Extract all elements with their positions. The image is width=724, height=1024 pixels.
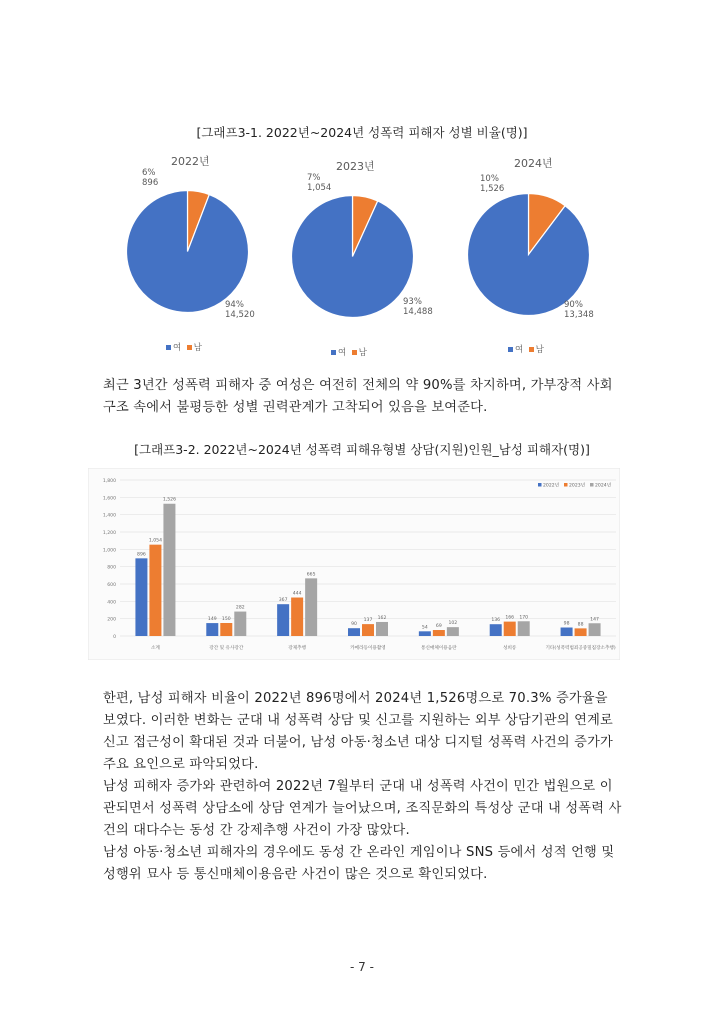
bar — [419, 631, 431, 636]
male-value: 896 — [142, 178, 159, 188]
female-percent: 90% — [564, 300, 583, 310]
pie-female-label — [225, 300, 255, 320]
bar — [518, 621, 530, 636]
male-value: 1,526 — [480, 184, 505, 194]
bar — [305, 578, 317, 636]
bar — [362, 624, 374, 636]
pie-female-label — [403, 297, 433, 317]
legend-male-swatch — [352, 350, 357, 355]
legend-male: 남 — [358, 348, 367, 358]
pie-slice-female — [292, 196, 414, 318]
x-category-label: 카메라등이용촬영 — [350, 646, 386, 651]
x-category-label: 성희롱 — [503, 646, 517, 651]
y-tick-label: 600 — [107, 583, 116, 588]
bar-data-label: 1,526 — [162, 497, 177, 503]
bar-data-label: 98 — [563, 621, 570, 627]
x-category-label: 강간 및 유사강간 — [209, 646, 244, 651]
legend-swatch — [590, 483, 594, 487]
bar — [135, 558, 147, 636]
pie-chart-2023 — [273, 155, 438, 360]
bar — [291, 598, 303, 636]
legend-female: 여 — [173, 343, 182, 353]
y-tick-label: 1,000 — [102, 548, 116, 554]
bar-data-label: 896 — [137, 552, 146, 558]
female-value: 14,488 — [403, 307, 433, 317]
pie-chart-2024 — [458, 152, 623, 357]
bar — [490, 624, 502, 636]
bar-data-label: 170 — [519, 615, 529, 621]
figure2-caption: [그래프3-2. 2022년~2024년 성폭력 피해유형별 상담(지원)인원_남성 피해자(명)] — [134, 442, 590, 457]
pie-slice-female — [127, 191, 249, 313]
paragraph-1: 한편, 남성 피해자 비율이 2022년 896명에서 2024년 1,526명으로 70.3% 증가율을 보였다. 이러한 변화는 군대 내 성폭력 상담 및 신고를 지원하는 외부 상담기관의 연계로 신고 접근성이 확대된 것과 더불어, 남성 아동·청소년 대상 디지털 성폭력 사건의 증가가 주요 요인으로 파악되었다. — [103, 691, 613, 772]
pie-legend — [166, 341, 202, 353]
pie-slice-female — [468, 194, 590, 316]
bar-data-label: 444 — [292, 591, 302, 597]
bar — [561, 628, 573, 636]
bar — [163, 504, 175, 636]
female-value: 14,520 — [225, 310, 255, 320]
y-tick-label: 1,400 — [102, 513, 116, 519]
bar-data-label: 665 — [306, 572, 316, 578]
x-category-label: 강제추행 — [288, 646, 307, 651]
pie-title: 2024년 — [514, 157, 553, 170]
bar — [234, 612, 246, 636]
summary-paragraph — [103, 375, 623, 419]
bar — [348, 628, 360, 636]
y-tick-label: 1,600 — [102, 496, 116, 502]
pie-svg — [125, 189, 250, 314]
bar-data-label: 102 — [448, 621, 458, 627]
female-percent: 93% — [403, 297, 422, 307]
bar — [220, 623, 232, 636]
summary-text: 최근 3년간 성폭력 피해자 중 여성은 여전히 전체의 약 90%를 차지하며, 가부장적 사회 구조 속에서 불평등한 성별 권력관계가 고착되어 있음을 보여준다. — [103, 378, 613, 415]
legend-label: 2022년 — [543, 483, 560, 489]
pie-male-label — [480, 174, 504, 194]
pie-title: 2022년 — [171, 155, 210, 168]
y-tick-label: 800 — [107, 565, 116, 571]
bar-data-label: 147 — [590, 617, 599, 623]
pie-male-label — [142, 168, 158, 188]
bar-data-label: 166 — [505, 615, 515, 621]
pie-female-label — [564, 300, 594, 320]
male-value: 1,054 — [307, 183, 332, 193]
bar-data-label: 69 — [435, 624, 442, 630]
paragraph-3: 남성 아동·청소년 피해자의 경우에도 동성 간 온라인 게임이나 SNS 등에서 성적 언행 및 성행위 묘사 등 통신매체이용음란 사건이 많은 것으로 확인되었다. — [103, 845, 615, 882]
pie-legend — [508, 343, 544, 355]
y-tick-label: 1,200 — [102, 531, 116, 536]
bar — [433, 630, 445, 636]
bar-data-label: 90 — [351, 622, 357, 628]
legend-female: 여 — [338, 348, 347, 358]
legend-label: 2023년 — [569, 483, 586, 489]
bar — [504, 622, 516, 636]
pie-chart-2022 — [108, 150, 273, 355]
bar-data-label: 54 — [421, 625, 428, 631]
legend-male: 남 — [193, 343, 202, 353]
bar — [376, 622, 388, 636]
legend-male-swatch — [187, 345, 192, 350]
bar-data-label: 367 — [278, 598, 288, 604]
female-percent: 94% — [225, 300, 244, 310]
bar-data-label: 137 — [363, 618, 373, 624]
bar — [447, 627, 459, 636]
bar-data-label: 150 — [221, 617, 231, 622]
bar-data-label: 149 — [207, 617, 217, 623]
bar — [589, 623, 601, 636]
paragraph-2: 남성 피해자 증가와 관련하여 2022년 7월부터 군대 내 성폭력 사건이 민간 법원으로 이관되면서 성폭력 상담소에 상담 연계가 늘어났으며, 조직문화의 특성상 군대 내 성폭력 사건의 대다수는 동성 간 강제추행 사건이 가장 많았다. — [103, 779, 622, 838]
bar-data-label: 88 — [577, 622, 584, 628]
legend-swatch — [564, 483, 568, 487]
bar-data-label: 162 — [377, 615, 387, 621]
bar — [206, 623, 218, 636]
legend-female-swatch — [166, 345, 171, 350]
y-tick-label: 1,800 — [102, 479, 116, 484]
bar-data-label: 282 — [235, 605, 245, 611]
page-number: - 7 - — [350, 960, 374, 974]
pie-male-label — [307, 173, 331, 193]
bar-data-label: 1,054 — [148, 538, 163, 544]
bar — [575, 628, 587, 636]
x-category-label: 통신매체이용음란 — [421, 646, 457, 651]
y-tick-label: 200 — [107, 617, 116, 623]
bar-data-label: 136 — [491, 618, 501, 624]
bar — [277, 604, 289, 636]
x-category-label: 기타(성폭력범죄공중밀집장소추행) — [545, 646, 616, 651]
bar-chart — [88, 468, 620, 660]
x-category-label: 소계 — [150, 646, 160, 651]
pie-title: 2023년 — [336, 160, 375, 173]
female-value: 13,348 — [564, 310, 594, 320]
figure1-caption: [그래프3-1. 2022년~2024년 성폭력 피해자 성별 비율(명)] — [196, 125, 528, 140]
pie-legend — [331, 346, 367, 358]
y-tick-label: 400 — [107, 600, 116, 606]
legend-female: 여 — [515, 345, 524, 355]
legend-male-swatch — [529, 347, 534, 352]
male-percent: 10% — [480, 174, 499, 184]
legend-female-swatch — [331, 350, 336, 355]
body-paragraphs — [103, 688, 623, 886]
legend-female-swatch — [508, 347, 513, 352]
bar — [149, 545, 161, 636]
male-percent: 7% — [307, 173, 321, 183]
pie-svg — [466, 192, 591, 317]
male-percent: 6% — [142, 168, 156, 178]
bar-legend — [538, 481, 612, 488]
legend-swatch — [538, 483, 542, 487]
legend-label: 2024년 — [595, 483, 612, 489]
pie-svg — [290, 194, 415, 319]
y-tick-label: 0 — [113, 635, 116, 640]
legend-male: 남 — [535, 345, 544, 355]
